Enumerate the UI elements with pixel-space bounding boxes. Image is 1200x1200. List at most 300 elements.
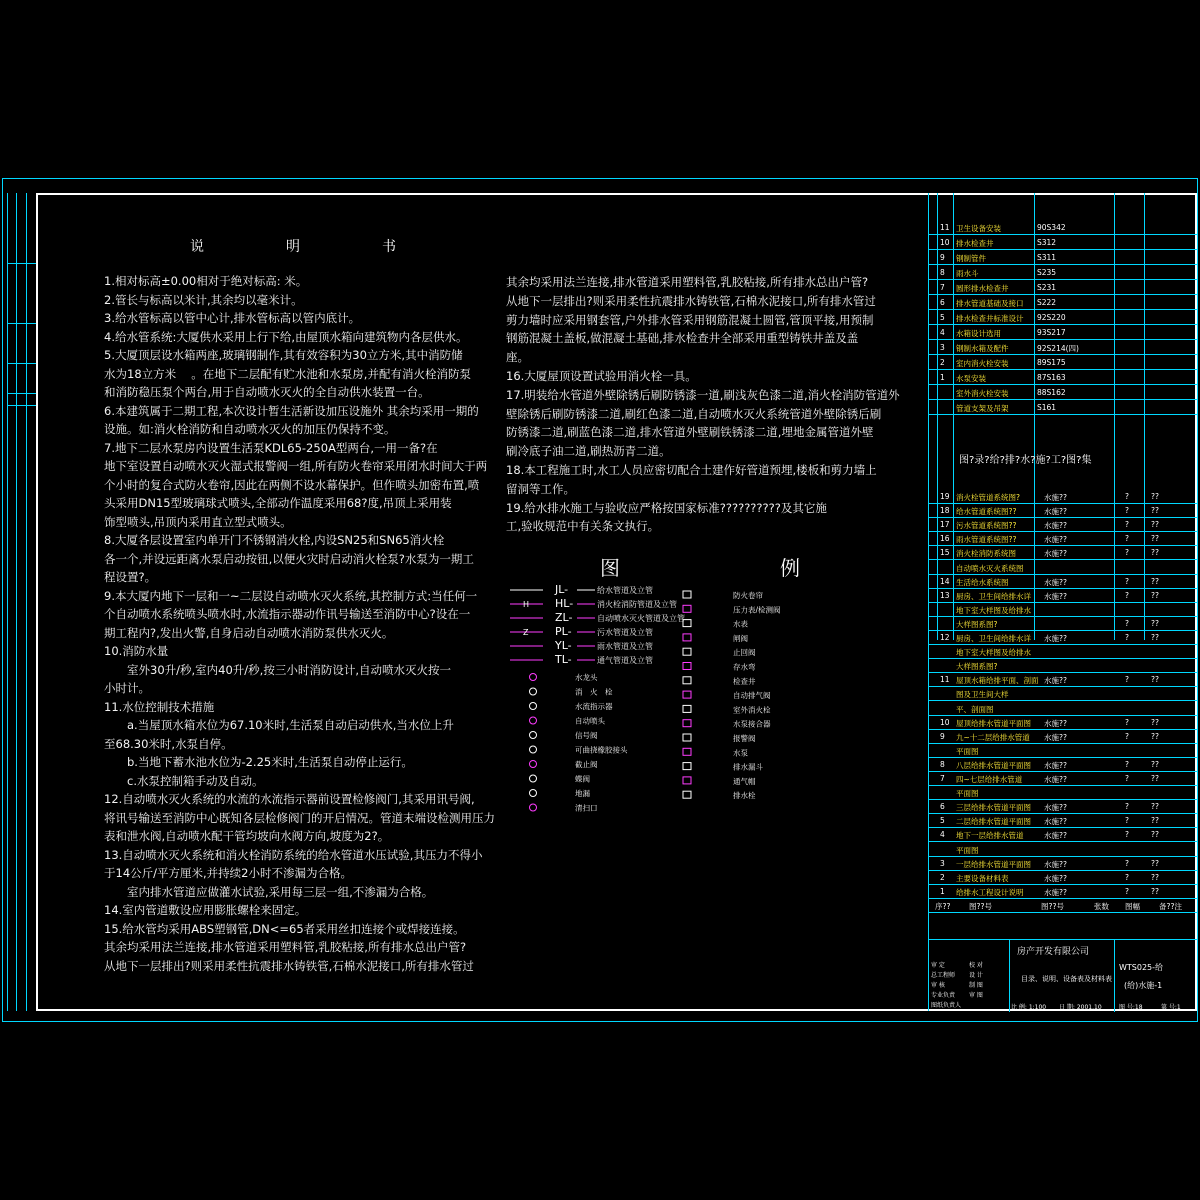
- note-line: 水为18立方米 。在地下二层配有贮水池和水泵房,并配有消火栓消防泵: [104, 366, 471, 381]
- legend-label: 水表: [733, 619, 748, 629]
- cell: 圆形排水检查井: [956, 284, 1009, 293]
- role-right: 审 图: [969, 992, 983, 999]
- cell: 水施??: [1044, 507, 1067, 517]
- legend-label: 清扫口: [575, 803, 598, 813]
- note-line: 程设置?。: [104, 570, 157, 584]
- cell: 9: [940, 731, 945, 741]
- role-left: 总工程师: [931, 972, 956, 979]
- role-left: 专业负责: [931, 992, 956, 999]
- cell: 89S175: [1037, 358, 1066, 367]
- cell: ?: [1125, 774, 1129, 783]
- cell: 10: [940, 238, 950, 247]
- note-line: 小时计。: [104, 681, 150, 695]
- cell: 5: [940, 816, 945, 826]
- cell: ?: [1125, 534, 1129, 544]
- cell: 自动喷水灭火系统图: [956, 563, 1024, 573]
- cell: 主要设备材料表: [956, 873, 1009, 883]
- pipe-code: HL-: [555, 597, 574, 610]
- list-row: [929, 871, 1197, 885]
- std-row: [929, 341, 1197, 355]
- pipe-code: TL-: [555, 653, 572, 666]
- sheet-number: 图 号:18: [1119, 1004, 1143, 1011]
- cell: ?: [1125, 717, 1129, 727]
- pipe-code: JL-: [555, 583, 569, 596]
- std-row: [929, 401, 1197, 415]
- legend-label: 防火卷帘: [733, 591, 763, 600]
- cell: 11: [940, 223, 950, 232]
- note-line: 7.地下二层水泵房内设置生活泵KDL65-250A型两台,一用一备?在: [104, 440, 438, 455]
- cell: ?: [1125, 858, 1129, 868]
- legend-label: 存水弯: [733, 662, 756, 672]
- list-header-row: [929, 899, 1197, 913]
- cell: S235: [1037, 268, 1057, 277]
- legend-symbol: [530, 674, 537, 681]
- legend-label: 水泵: [733, 748, 748, 758]
- legend-label: 水流指示器: [575, 702, 613, 711]
- cell: 给水管道系统图??: [956, 507, 1017, 517]
- cell: 屋顶给排水管道平面图: [956, 718, 1031, 728]
- note-line: 工,验收规范中有关条文执行。: [506, 519, 660, 534]
- legend-symbol: [530, 804, 537, 811]
- list-row: [929, 631, 1197, 645]
- legend-label: 排水漏斗: [733, 762, 763, 772]
- cell: 平面图: [956, 746, 979, 756]
- note-line: 3.给水管标高以管中心计,排水管标高以管内底计。: [104, 311, 361, 325]
- cell: ??: [1151, 816, 1159, 826]
- note-line: 留洞等工作。: [506, 481, 575, 496]
- note-line: 4.给水管系统:大厦供水采用上行下给,由屋顶水箱向建筑物内各层供水。: [104, 329, 468, 344]
- note-line: 钢筋混凝土盖板,做混凝土基础,排水检查井全部采用重型铸铁井盖及盖: [506, 331, 859, 346]
- cell: 水施??: [1044, 535, 1067, 545]
- cell: 水施??: [1044, 577, 1067, 587]
- cell: 14: [940, 576, 950, 586]
- cell: 水施??: [1044, 887, 1067, 897]
- std-row: [929, 281, 1197, 295]
- drawing-title: 目录、说明、设备表及材料表: [1021, 975, 1112, 983]
- list-row: [929, 744, 1197, 758]
- cell: 水泵安装: [956, 374, 986, 383]
- legend-symbol: [683, 720, 691, 727]
- cell: 9: [940, 253, 945, 262]
- cell: 13: [940, 590, 950, 600]
- cell: 水施??: [1044, 817, 1067, 827]
- list-row: [929, 702, 1197, 716]
- cell: 6: [940, 298, 945, 307]
- company-name: 房产开发有限公司: [1017, 947, 1090, 957]
- cell: 水施??: [1044, 775, 1067, 784]
- cell: ?: [1125, 520, 1129, 530]
- cell: ??: [1151, 492, 1159, 501]
- page-title: 说 明 书: [190, 239, 430, 255]
- note-line: 防锈漆二道,刷蓝色漆二道,排水管道外壁刷铁锈漆二道,埋地金属管道外壁: [506, 425, 874, 440]
- list-row: [929, 800, 1197, 814]
- cell: 图??号: [1041, 901, 1064, 911]
- note-line: 室外30升/秒,室内40升/秒,按三小时消防设计,自动喷水灭火按一: [104, 662, 451, 677]
- list-row: [929, 885, 1197, 899]
- page-number: 第 号:1: [1161, 1004, 1181, 1011]
- cell: ??: [1151, 618, 1159, 628]
- list-row: [929, 490, 1197, 504]
- legend-label: 地漏: [575, 789, 590, 798]
- cell: 16: [940, 534, 950, 544]
- legend-label: 水龙头: [575, 673, 598, 682]
- cell: ?: [1125, 548, 1129, 558]
- table-heading: 图?录?给?排?水?施?工?图?集: [959, 455, 1092, 466]
- legend-label: 给水管道及立管: [597, 586, 653, 595]
- cell: 厨房、卫生间给排水详: [956, 591, 1031, 601]
- std-row: [929, 296, 1197, 310]
- cell: 室外消火栓安装: [956, 389, 1009, 398]
- legend-symbol: [683, 591, 691, 598]
- cell: 张数: [1094, 901, 1109, 911]
- legend-label: 消火栓消防管道及立管: [597, 600, 677, 609]
- legend-label: 检查井: [733, 676, 756, 686]
- std-row: [929, 221, 1197, 235]
- cell: 管道支架及吊架: [956, 404, 1009, 413]
- cell: 地下一层给排水管道: [956, 831, 1024, 841]
- cell: 11: [940, 675, 950, 685]
- note-line: a.当屋顶水箱水位为67.10米时,生活泵自动启动供水,当水位上升: [104, 718, 454, 732]
- cell: 三层给排水管道平面图: [956, 803, 1031, 813]
- cell: ??: [1151, 506, 1159, 516]
- list-row: [929, 645, 1197, 659]
- note-line: 设施。如:消火栓消防和自动喷水灭火的加压仍保持不变。: [104, 422, 396, 436]
- cell: ?: [1125, 816, 1129, 826]
- cell: ??: [1151, 774, 1159, 783]
- legend-symbol: [530, 761, 537, 768]
- std-row: [929, 326, 1197, 340]
- note-line: 座。: [506, 350, 529, 365]
- legend-label: 止回阀: [733, 648, 756, 658]
- cell: 92S214(四): [1037, 344, 1079, 353]
- cell: ?: [1125, 759, 1129, 769]
- cell: 8: [940, 268, 945, 277]
- cell: ??: [1151, 858, 1159, 868]
- note-line: 刷冷底子油二道,刷热沥青二道。: [506, 444, 671, 459]
- cell: 8: [940, 759, 945, 769]
- legend-symbol: [530, 732, 537, 739]
- cell: ??: [1151, 830, 1159, 840]
- legend-label: 蝶阀: [575, 774, 590, 784]
- legend-symbol: [683, 763, 691, 770]
- cell: 3: [940, 858, 945, 868]
- cell: 4: [940, 830, 945, 840]
- legend-symbol: [683, 634, 691, 641]
- note-line: 10.消防水量: [104, 644, 169, 658]
- note-line: 从地下一层排出?则采用柔性抗震排水铸铁管,石棉水泥接口,所有排水管过: [506, 293, 876, 308]
- role-right: 制 图: [969, 982, 983, 989]
- cell: 雨水斗: [956, 269, 979, 278]
- cell: 93S217: [1037, 328, 1066, 337]
- legend-symbol: [683, 677, 691, 684]
- list-row: [929, 504, 1197, 518]
- legend-symbol: [530, 717, 537, 724]
- note-line: 从地下一层排出?则采用柔性抗震排水铸铁管,石棉水泥接口,所有排水管过: [104, 958, 474, 973]
- list-row: [929, 857, 1197, 871]
- legend-label: 水泵接合器: [733, 719, 771, 729]
- cell: 12: [940, 633, 950, 642]
- note-line: 16.大厦屋顶设置试验用消火栓一具。: [506, 369, 697, 383]
- cell: ??: [1151, 576, 1159, 586]
- cell: S161: [1037, 403, 1057, 412]
- cell: ??: [1151, 717, 1159, 727]
- cell: 大样图系图?: [956, 619, 998, 629]
- list-row: [929, 603, 1197, 617]
- legend-symbol: [530, 790, 537, 797]
- note-line: 期工程内?,发出火警,自身启动自动喷水消防泵供水灭火。: [104, 625, 394, 640]
- list-row: [929, 532, 1197, 546]
- list-row: [929, 716, 1197, 730]
- side-strip: [7, 193, 36, 1011]
- cell: 7: [940, 283, 945, 292]
- cell: 6: [940, 802, 945, 812]
- cell: 排水检查井: [956, 239, 994, 248]
- role-left: 图纸负责人: [931, 1002, 962, 1009]
- cell: ??: [1151, 548, 1159, 558]
- list-row: [929, 843, 1197, 857]
- cell: 2: [940, 358, 945, 367]
- cell: 4: [940, 328, 945, 337]
- cell: 7: [940, 774, 945, 783]
- cell: S311: [1037, 253, 1057, 262]
- cell: 一层给排水管道平面图: [956, 859, 1031, 869]
- note-line: 各一个,并设远距离水泵启动按钮,以便火灾时启动消火栓泵?水泵为一期工: [104, 551, 474, 566]
- cell: 污水管道系统图??: [956, 521, 1017, 531]
- list-row: [929, 546, 1197, 560]
- cell: 水施??: [1044, 760, 1067, 770]
- note-line: 2.管长与标高以米计,其余均以毫米计。: [104, 292, 303, 307]
- legend-symbol: [683, 605, 691, 612]
- legend-symbol: [530, 688, 537, 695]
- cell: 10: [940, 717, 950, 727]
- cell: 17: [940, 520, 950, 530]
- note-line: 至68.30米时,水泵自停。: [104, 736, 233, 751]
- legend-symbol: [683, 705, 691, 712]
- cell: 排水管道基础及接口: [956, 299, 1024, 308]
- cell: 地下室大样图及给排水: [956, 605, 1031, 615]
- std-row: [929, 236, 1197, 250]
- drawing-table: [928, 193, 1196, 1011]
- legend-symbol: [683, 777, 691, 784]
- note-line: 地下室设置自动喷水灭火湿式报警阀一组,所有防火卷帘采用闭水时间大于两: [104, 459, 488, 473]
- cell: 雨水管道系统图??: [956, 535, 1017, 545]
- legend-symbol: [683, 691, 691, 698]
- cell: 2: [940, 872, 945, 882]
- note-line: 剪力墙时应采用钢套管,户外排水管采用钢筋混凝土圆管,管顶平接,用预制: [506, 312, 874, 327]
- legend-label: 报警阀: [733, 734, 756, 743]
- list-row: [929, 673, 1197, 687]
- legend-graphic: [505, 580, 795, 830]
- legend-label: 通气管道及立管: [597, 656, 653, 665]
- cell: 水施??: [1044, 634, 1067, 643]
- title-block: [929, 939, 1197, 1012]
- scale: 比 例: 1:100: [1011, 1004, 1047, 1011]
- list-row: [929, 730, 1197, 744]
- legend-symbol: [683, 648, 691, 655]
- cell: 九~十二层给排水管道: [956, 732, 1030, 742]
- cell: ??: [1151, 802, 1159, 812]
- cell: 图幅: [1125, 901, 1140, 911]
- date: 日 期: 2001.10: [1059, 1004, 1102, 1011]
- cell: 1: [940, 373, 945, 382]
- cell: 卫生设备安装: [956, 224, 1001, 233]
- list-row: [929, 814, 1197, 828]
- note-line: 饰型喷头,吊顶内采用直立型式喷头。: [104, 514, 292, 529]
- cell: ?: [1125, 886, 1129, 896]
- list-row: [929, 617, 1197, 631]
- role-left: 审 定: [931, 962, 945, 969]
- cell: ?: [1125, 872, 1129, 882]
- cell: 图及卫生间大样: [956, 690, 1009, 700]
- cell: 88S162: [1037, 388, 1066, 397]
- note-line: 18.本工程施工时,水工人员应密切配合土建作好管道预埋,楼板和剪力墙上: [506, 463, 877, 477]
- sheet-code: (给)水施-1: [1124, 981, 1163, 990]
- std-row: [929, 356, 1197, 370]
- cell: 5: [940, 313, 945, 322]
- pipe-code: YL-: [555, 639, 572, 652]
- legend-label: 闸阀: [733, 633, 748, 643]
- cell: ?: [1125, 830, 1129, 840]
- note-line: 9.本大厦内地下一层和一~二层设自动喷水灭火系统,其控制方式:当任何一: [104, 588, 478, 603]
- note-line: c.水泵控制箱手动及自动。: [104, 773, 264, 788]
- cell: 90S342: [1037, 223, 1066, 232]
- std-row: [929, 371, 1197, 385]
- cell: ??: [1151, 675, 1159, 685]
- cell: 水施??: [1044, 521, 1067, 531]
- cell: 厨房、卫生间给排水详: [956, 634, 1031, 643]
- cell: 水施??: [1044, 859, 1067, 869]
- note-line: 于14公斤/平方厘米,并持续2小时不渗漏为合格。: [104, 866, 352, 880]
- list-row: [929, 575, 1197, 589]
- list-row: [929, 786, 1197, 800]
- role-right: 设 计: [969, 972, 983, 979]
- pipe-prefix: Z: [523, 628, 529, 637]
- cell: 消火栓管道系统图?: [956, 493, 1020, 502]
- note-line: 表和泄水阀,自动喷水配干管均坡向水阀方向,坡度为2?。: [104, 829, 390, 843]
- legend-label: 污水管道及立管: [597, 628, 653, 637]
- note-line: 壁除锈后刷防锈漆二道,刷红色漆二道,自动喷水灭火系统管道外壁除锈后刷: [506, 406, 882, 421]
- pipe-code: ZL-: [555, 611, 573, 624]
- cell: ?: [1125, 618, 1129, 628]
- cell: 水箱设计选用: [956, 329, 1001, 338]
- list-row: [929, 561, 1197, 575]
- role-right: 校 对: [969, 962, 983, 969]
- legend-label: 室外消火栓: [733, 705, 771, 715]
- cell: ?: [1125, 675, 1129, 685]
- note-line: 17.明装给水管道外壁除锈后刷防锈漆一道,刷浅灰色漆二道,消火栓消防管道外: [506, 387, 900, 402]
- list-row: [929, 518, 1197, 532]
- legend-label: 排水栓: [733, 791, 756, 801]
- list-row: [929, 659, 1197, 673]
- cell: 地下室大样图及给排水: [956, 648, 1031, 658]
- legend-label: 雨水管道及立管: [597, 642, 653, 651]
- std-row: [929, 266, 1197, 280]
- drawing-number: WTS025-给: [1119, 963, 1164, 972]
- cell: 生活给水系统图: [956, 577, 1009, 587]
- cell: 图??号: [969, 901, 992, 911]
- legend-label: 信号阀: [575, 731, 598, 740]
- legend-symbol: [530, 775, 537, 782]
- cell: ?: [1125, 492, 1129, 501]
- list-row: [929, 687, 1197, 701]
- cell: S222: [1037, 298, 1057, 307]
- cell: 室内消火栓安装: [956, 359, 1009, 368]
- cell: 87S163: [1037, 373, 1066, 382]
- role-left: 审 核: [931, 982, 945, 989]
- cell: ??: [1151, 759, 1159, 769]
- cell: 平、剖面图: [956, 704, 994, 714]
- cell: 大样图系图?: [956, 662, 998, 672]
- legend-label: 通气帽: [733, 776, 756, 786]
- std-row: [929, 386, 1197, 400]
- list-row: [929, 758, 1197, 772]
- cell: ??: [1151, 520, 1159, 530]
- cell: 1: [940, 886, 945, 896]
- cell: 18: [940, 506, 950, 516]
- note-line: 5.大厦顶层设水箱两座,玻璃钢制作,其有效容积为30立方米,其中消防储: [104, 348, 463, 362]
- cell: ?: [1125, 633, 1129, 642]
- legend-symbol: [530, 703, 537, 710]
- note-line: 14.室内管道敷设应用膨胀螺栓来固定。: [104, 903, 307, 917]
- legend-label: 可曲挠橡胶接头: [575, 745, 628, 755]
- note-line: 室内排水管道应做灌水试验,采用每三层一组,不渗漏为合格。: [104, 884, 434, 899]
- cell: ?: [1125, 802, 1129, 812]
- cell: 水施??: [1044, 676, 1067, 686]
- legend-symbol: [683, 734, 691, 741]
- cell: 给排水工程设计说明: [956, 887, 1024, 897]
- legend-label: 自动喷水灭火管道及立管: [597, 614, 685, 623]
- cell: 钢制水箱及配件: [956, 344, 1009, 353]
- legend-symbol: [683, 748, 691, 755]
- cell: ?: [1125, 506, 1129, 516]
- cell: ??: [1151, 872, 1159, 882]
- note-line: 其余均采用法兰连接,排水管道采用塑料管,乳胶粘接,所有排水总出户管?: [506, 275, 869, 289]
- note-line: 头采用DN15型玻璃球式喷头,全部动作温度采用68?度,吊顶上采用装: [104, 496, 452, 510]
- note-line: b.当地下蓄水池水位为-2.25米时,生活泵自动停止运行。: [104, 755, 413, 769]
- note-line: 19.给水排水施工与验收应严格按国家标准??????????及其它施: [506, 500, 827, 515]
- legend-symbol: [530, 746, 537, 753]
- note-line: 1.相对标高±0.00相对于绝对标高: 米。: [104, 274, 308, 288]
- cell: 3: [940, 343, 945, 352]
- note-line: 13.自动喷水灭火系统和消火栓消防系统的给水管道水压试验,其压力不得小: [104, 847, 483, 862]
- cell: 屋顶水箱给排平面、剖面: [956, 676, 1039, 686]
- note-line: 将讯号输送至消防中心既知各层检修阀门的开启情况。管道末端设检测用压力: [104, 810, 495, 825]
- note-line: 其余均采用法兰连接,排水管道采用塑料管,乳胶粘接,所有排水总出户管?: [104, 940, 467, 954]
- pipe-code: PL-: [555, 625, 572, 638]
- cell: 平面图: [956, 845, 979, 855]
- cell: 排水检查井标准设计: [956, 314, 1024, 323]
- cell: 92S220: [1037, 313, 1066, 322]
- list-row: [929, 772, 1197, 786]
- std-row: [929, 311, 1197, 325]
- note-line: 8.大厦各层设置室内单开门不锈钢消火栓,内设SN25和SN65消火栓: [104, 533, 445, 547]
- legend-symbol: [683, 791, 691, 798]
- pipe-prefix: H: [523, 600, 530, 609]
- legend-label: 消 火 栓: [575, 687, 613, 697]
- std-row: [929, 251, 1197, 265]
- cell: ??: [1151, 886, 1159, 896]
- cell: 水施??: [1044, 591, 1067, 601]
- cell: ??: [1151, 534, 1159, 544]
- cell: 19: [940, 492, 950, 501]
- cell: ?: [1125, 590, 1129, 600]
- cell: 八层给排水管道平面图: [956, 760, 1031, 770]
- cell: ??: [1151, 590, 1159, 600]
- legend-label: 自动喷头: [575, 716, 605, 726]
- cell: 二层给排水管道平面图: [956, 817, 1031, 827]
- list-row: [929, 589, 1197, 603]
- legend-label: 压力表/检测阀: [733, 605, 781, 615]
